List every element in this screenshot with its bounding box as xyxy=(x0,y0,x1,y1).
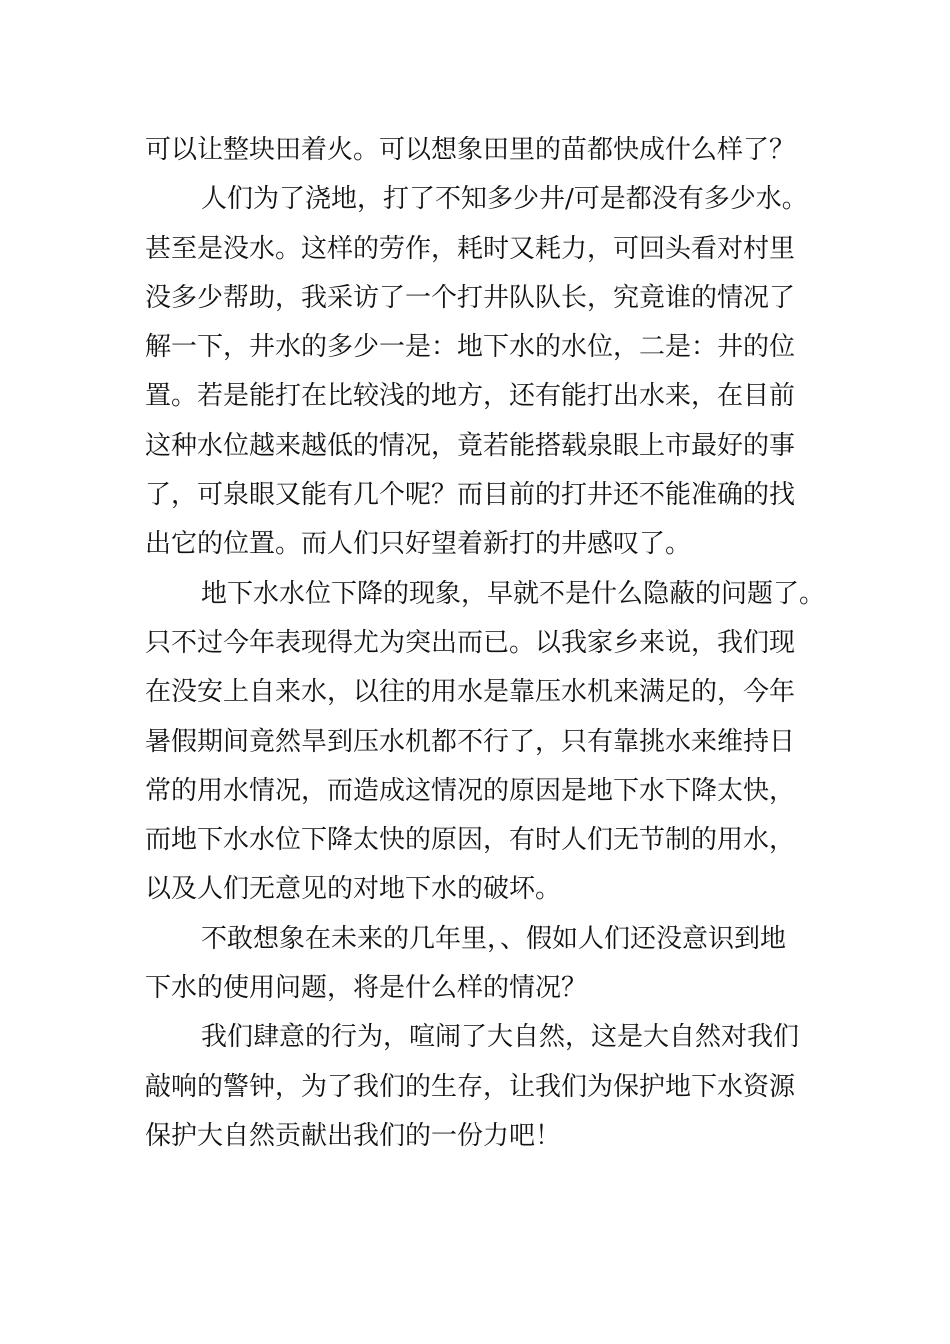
text-line: 只不过今年表现得尤为突出而已。以我家乡来说，我们现 xyxy=(145,627,796,658)
text-line: 出它的位置。而人们只好望着新打的井感叹了。 xyxy=(145,529,692,560)
text-line: 这种水位越来越低的情况，竟若能搭载泉眼上市最好的事 xyxy=(145,430,796,461)
text-line: 不敢想象在未来的几年里，、假如人们还没意识到地 xyxy=(201,923,787,954)
text-line: 暑假期间竟然旱到压水机都不行了，只有靠挑水来维持日 xyxy=(145,726,796,757)
text-line: 解一下，井水的多少一是：地下水的水位，二是：井的位 xyxy=(145,332,796,363)
text-line: 可以让整块田着火。可以想象田里的苗都快成什么样了？ xyxy=(145,135,796,165)
text-line: 置。若是能打在比较浅的地方，还有能打出水来，在目前 xyxy=(145,381,796,412)
text-line: 在没安上自来水，以往的用水是靠压水机来满足的，今年 xyxy=(145,677,796,708)
text-line: 人们为了浇地，打了不知多少井/可是都没有多少水。 xyxy=(201,184,808,215)
text-line: 而地下水水位下降太快的原因，有时人们无节制的用水， xyxy=(145,825,796,856)
document-body xyxy=(145,126,825,1161)
text-line: 保护大自然贡献出我们的一份力吧！ xyxy=(145,1120,562,1151)
text-line: 没多少帮助，我采访了一个打井队队长，究竟谁的情况了 xyxy=(145,282,796,313)
text-line: 下水的使用问题，将是什么样的情况？ xyxy=(145,973,588,1004)
text-line: 我们肆意的行为，喧闹了大自然，这是大自然对我们 xyxy=(201,1022,800,1053)
text-line: 常的用水情况，而造成这情况的原因是地下水下降太快， xyxy=(145,775,796,806)
text-line: 甚至是没水。这样的劳作，耗时又耗力，可回头看对村里 xyxy=(145,233,796,264)
text-line: 了，可泉眼又能有几个呢？而目前的打井还不能准确的找 xyxy=(145,480,796,511)
text-line: 敲响的警钟，为了我们的生存，让我们为保护地下水资源 xyxy=(145,1071,796,1102)
text-line: 地下水水位下降的现象，早就不是什么隐蔽的问题了。 xyxy=(201,578,826,609)
text-line: 以及人们无意见的对地下水的破坏。 xyxy=(145,874,562,905)
